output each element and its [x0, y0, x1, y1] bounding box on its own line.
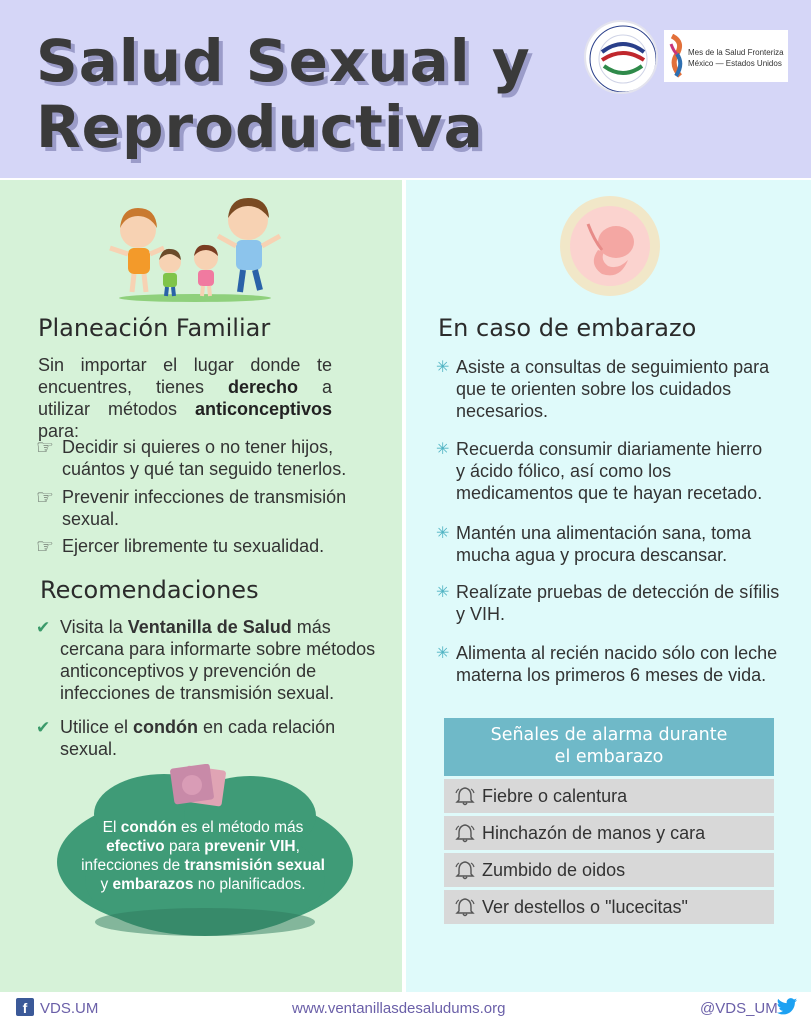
- list-item-text: [60, 716, 335, 760]
- alarm-item: [444, 779, 774, 813]
- alarm-item: [444, 816, 774, 850]
- rec2-line-2: sexual.: [60, 739, 118, 759]
- commission-seal-logo: [584, 20, 658, 94]
- bell-icon: [454, 896, 476, 918]
- list-line: sexual.: [62, 509, 120, 529]
- cloud-l2a: efectivo: [106, 838, 165, 855]
- alarm-item: [444, 853, 774, 887]
- logo-text-line-2: México — Estados Unidos: [688, 59, 782, 68]
- rec1-text-end: más: [291, 617, 331, 637]
- list-item: [436, 522, 786, 568]
- list-item: [36, 486, 366, 532]
- list-item-text: [456, 438, 762, 504]
- cloud-l4c: no planificados.: [193, 876, 306, 893]
- list-item: [36, 535, 366, 559]
- page-title: [36, 28, 531, 160]
- border-health-month-logo: [664, 30, 788, 82]
- planeacion-familiar-heading: Planeación Familiar: [38, 314, 271, 342]
- alarm-item-text: Zumbido de oidos: [482, 860, 626, 880]
- list-item: [36, 716, 376, 762]
- alarm-item-text: Ver destellos o "lucecitas": [482, 897, 688, 917]
- list-line: Recuerda consumir diariamente hierro: [456, 439, 763, 459]
- intro-text-3: para:: [38, 421, 80, 441]
- list-line: necesarios.: [456, 401, 549, 421]
- list-line: y ácido fólico, así como los: [456, 461, 672, 481]
- alarm-heading-line-2: el embarazo: [554, 747, 664, 767]
- list-line: Ejercer libremente tu sexualidad.: [62, 536, 325, 556]
- planeacion-intro: [38, 354, 332, 442]
- embarazo-heading: En caso de embarazo: [438, 314, 697, 342]
- cloud-l1b: condón: [120, 819, 177, 836]
- list-item-text: [62, 535, 324, 557]
- list-item-text: [60, 616, 375, 704]
- asterisk-icon: ✳: [436, 645, 450, 662]
- list-item: [436, 438, 786, 506]
- alarm-heading-line-1: Señales de alarma durante: [490, 725, 728, 745]
- intro-text-1: Sin importar el lugar donde te encuentres, tienes: [38, 355, 332, 397]
- list-line: que te orienten sobre los cuidados: [456, 379, 732, 399]
- footer: [0, 992, 811, 1024]
- alarm-signs-heading: [444, 718, 774, 776]
- cloud-l2d: ,: [295, 838, 300, 855]
- asterisk-icon: ✳: [436, 525, 450, 542]
- list-line: y VIH.: [456, 604, 506, 624]
- alarm-signs-box: [444, 718, 774, 924]
- list-line: materna los primeros 6 meses de vida.: [456, 665, 767, 685]
- pointing-hand-icon: ☞: [36, 437, 54, 459]
- list-item: [36, 436, 366, 482]
- check-icon: ✔: [36, 718, 51, 737]
- pointing-hand-icon: ☞: [36, 536, 54, 558]
- header-banner: [0, 0, 811, 178]
- list-line: Alimenta al recién nacido sólo con leche: [456, 643, 778, 663]
- list-item-text: [62, 486, 346, 530]
- asterisk-icon: ✳: [436, 584, 450, 601]
- cloud-l2c: prevenir VIH: [204, 838, 296, 855]
- logo-text-line-1: Mes de la Salud Fronteriza: [688, 48, 784, 57]
- list-item-text: [456, 581, 779, 625]
- twitter-icon[interactable]: [776, 997, 798, 1017]
- list-line: Mantén una alimentación sana, toma: [456, 523, 752, 543]
- list-item: [436, 356, 786, 424]
- alarm-item-text: Hinchazón de manos y cara: [482, 823, 706, 843]
- intro-text-2: a utilizar métodos: [38, 377, 332, 419]
- alarm-item-text: Fiebre o calentura: [482, 786, 628, 806]
- condom-package-icon: [168, 764, 230, 808]
- list-item: [436, 642, 786, 688]
- bell-icon: [454, 822, 476, 844]
- cloud-l1a: El: [102, 819, 121, 836]
- facebook-icon[interactable]: f: [16, 998, 34, 1016]
- bell-icon: [454, 785, 476, 807]
- title-line-2: Reproductiva: [36, 93, 484, 161]
- alarm-item: [444, 890, 774, 924]
- cloud-text: [58, 818, 348, 894]
- seal-icon: [586, 22, 658, 94]
- list-item-text: [456, 356, 769, 422]
- list-line: Prevenir infecciones de transmisión: [62, 487, 347, 507]
- twitter-handle[interactable]: @VDS_UM: [700, 1000, 778, 1017]
- title-line-1: Salud Sexual y: [36, 27, 531, 95]
- cloud-l2b: para: [164, 838, 205, 855]
- intro-bold-derecho: derecho: [228, 377, 299, 397]
- intro-bold-anticonceptivos: anticonceptivos: [194, 399, 332, 419]
- rec1-text: Visita la: [60, 617, 128, 637]
- list-line: Realízate pruebas de detección de sífilis: [456, 582, 780, 602]
- list-line: cuántos y qué tan seguido tenerlos.: [62, 459, 347, 479]
- list-item-text: [62, 436, 346, 480]
- rec2-text-end: en cada relación: [198, 717, 336, 737]
- recomendaciones-heading: Recomendaciones: [40, 576, 259, 604]
- list-line: mucha agua y procura descansar.: [456, 545, 728, 565]
- asterisk-icon: ✳: [436, 441, 450, 458]
- family-illustration: [102, 192, 288, 304]
- facebook-handle[interactable]: VDS.UM: [40, 1000, 99, 1017]
- list-item: [36, 616, 376, 706]
- cloud-l3a: infecciones de: [81, 857, 185, 874]
- cloud-l4b: embarazos: [112, 876, 194, 893]
- ribbon-logo-icon: [668, 34, 686, 78]
- fetus-illustration: [558, 194, 662, 298]
- list-item-text: [456, 642, 777, 686]
- list-item: [436, 581, 786, 627]
- website-link[interactable]: www.ventanillasdesaludums.org: [292, 1000, 506, 1017]
- rec1-line-4: infecciones de transmisión sexual.: [60, 683, 335, 703]
- cloud-l3b: transmisión sexual: [184, 857, 325, 874]
- list-line: Asiste a consultas de seguimiento para: [456, 357, 770, 377]
- list-line: medicamentos que te hayan recetado.: [456, 483, 763, 503]
- check-icon: ✔: [36, 618, 51, 637]
- rec1-bold: Ventanilla de Salud: [127, 617, 292, 637]
- rec1-line-2: cercana para informarte sobre métodos: [60, 639, 376, 659]
- rec1-line-3: anticonceptivos y prevención de: [60, 661, 317, 681]
- rec2-bold: condón: [133, 717, 199, 737]
- rec2-text: Utilice el: [60, 717, 134, 737]
- cloud-l4a: y: [100, 876, 113, 893]
- cloud-l1c: es el método más: [176, 819, 304, 836]
- list-line: Decidir si quieres o no tener hijos,: [62, 437, 334, 457]
- pointing-hand-icon: ☞: [36, 487, 54, 509]
- asterisk-icon: ✳: [436, 359, 450, 376]
- bell-icon: [454, 859, 476, 881]
- list-item-text: [456, 522, 751, 566]
